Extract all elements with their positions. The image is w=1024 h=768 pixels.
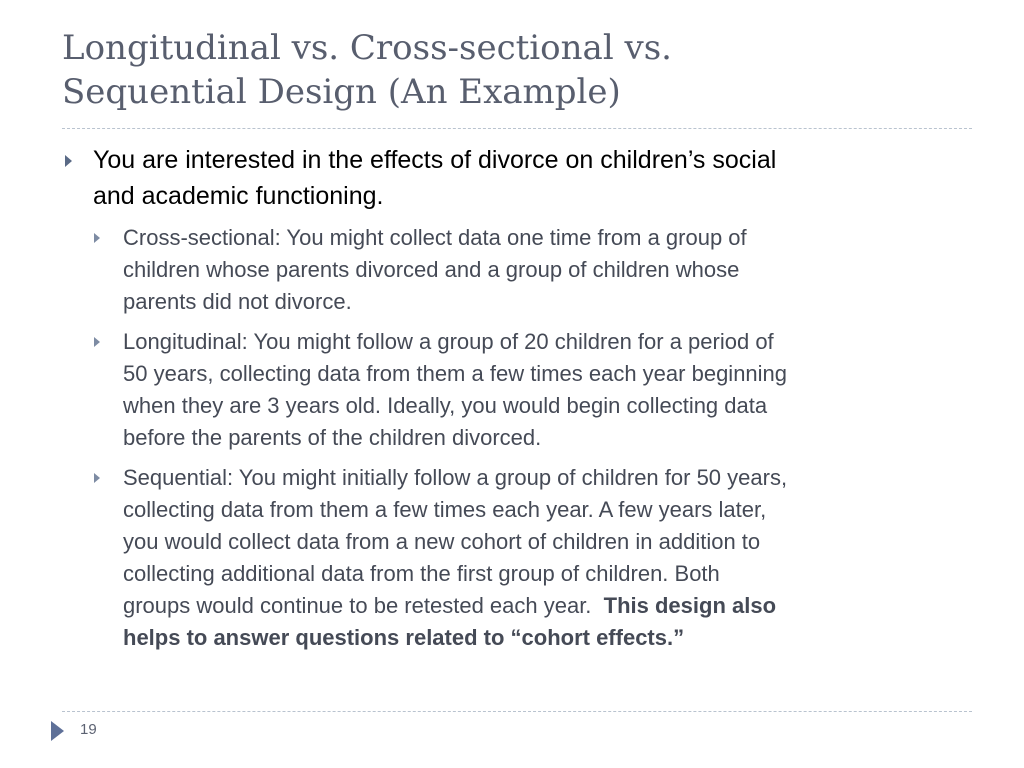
page-number: 19: [80, 721, 97, 738]
sub-bullet-line: children whose parents divorced and a group of children whose: [123, 257, 740, 282]
slide-title: [62, 26, 962, 114]
sub-bullet-line: Cross-sectional: You might collect data one time from a group of: [123, 225, 747, 250]
sub-bullet-cross-sectional: [123, 222, 972, 318]
sub-bullet-line: Longitudinal: You might follow a group of 20 children for a period of: [123, 329, 774, 354]
sub-bullet-line: when they are 3 years old. Ideally, you would begin collecting data: [123, 393, 768, 418]
sub-bullet-line-mixed: [123, 590, 972, 622]
emphasis-text: helps to answer questions related to “cohort effects.”: [123, 625, 685, 650]
triangle-bullet-icon: [94, 473, 100, 483]
main-bullet-line-2: and academic functioning.: [93, 182, 384, 210]
sub-bullet-line: collecting data from them a few times each year. A few years later,: [123, 497, 767, 522]
sub-bullet-line: Sequential: You might initially follow a group of children for 50 years,: [123, 465, 788, 490]
footer-divider: [62, 711, 972, 712]
sub-bullet-line: collecting additional data from the first group of children. Both: [123, 561, 720, 586]
main-bullet-line-1: You are interested in the effects of divorce on children’s social: [93, 146, 777, 174]
emphasis-text: This design also: [603, 593, 777, 618]
title-line-2: Sequential Design (An Example): [62, 72, 621, 112]
sub-bullet-longitudinal: [123, 326, 972, 454]
triangle-bullet-icon: [94, 233, 100, 243]
sub-bullet-text: groups would continue to be retested each year.: [123, 593, 604, 618]
sub-bullet-sequential: [123, 462, 972, 654]
sub-bullet-line: parents did not divorce.: [123, 289, 352, 314]
sub-bullet-line: you would collect data from a new cohort of children in addition to: [123, 529, 761, 554]
slide-body: [62, 142, 972, 654]
title-line-1: Longitudinal vs. Cross-sectional vs.: [62, 28, 672, 68]
triangle-arrow-icon: [51, 721, 64, 741]
triangle-bullet-icon: [94, 337, 100, 347]
sub-bullet-line: before the parents of the children divorced.: [123, 425, 542, 450]
main-bullet: [62, 142, 972, 214]
triangle-bullet-icon: [65, 155, 72, 167]
title-divider: [62, 128, 972, 129]
sub-bullet-line: 50 years, collecting data from them a few times each year beginning: [123, 361, 788, 386]
